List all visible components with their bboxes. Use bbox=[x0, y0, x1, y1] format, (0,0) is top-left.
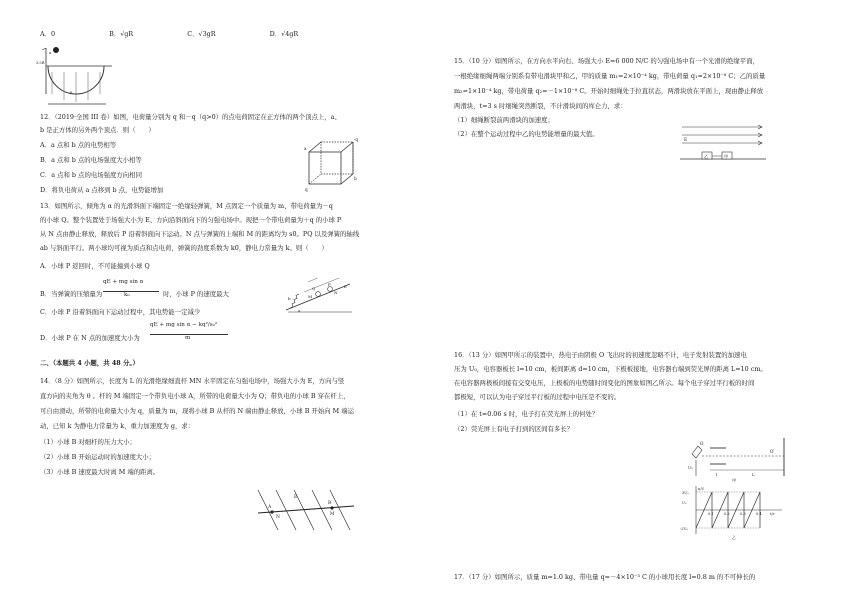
q13-option-b-denominator: k₀ bbox=[124, 292, 130, 298]
q15-stem-line4: 两滑块，t=3 s 时细绳突然断裂，不计滑块间的库仑力，求： bbox=[454, 102, 627, 110]
q13-option-b-prefix: B．当弹簧的压缩量为 bbox=[40, 290, 103, 298]
right-page bbox=[430, 0, 860, 608]
q12-label-minus-q: -q bbox=[354, 138, 359, 142]
q16-caption-jia: 甲 bbox=[732, 478, 737, 482]
q16-graph-t4: 0.4 bbox=[756, 512, 762, 516]
q14-stem-line2: 直方向的夹角为 θ 。杆的 M 端固定一个带负电小球 A，所带的电荷量大小为 Q；带负电的小球 B 穿在杆上， bbox=[40, 392, 350, 400]
q11-choice-b: B．√gR bbox=[109, 30, 134, 38]
q16-label-o-prime: O′ bbox=[770, 449, 775, 454]
q12-option-d: D．将负电荷从 a 点移到 b 点，电势能增加 bbox=[40, 186, 164, 194]
q16-voltage-graph bbox=[680, 484, 786, 540]
q12-label-b: b bbox=[354, 176, 357, 181]
section-2-heading: 二、（本题共 4 小题，共 48 分。） bbox=[40, 359, 139, 367]
q14-sub-1: （1）小球 B 对细杆的压力大小； bbox=[40, 438, 136, 446]
q13-option-a: A．小球 P 返回时，不可能撞到小球 Q bbox=[40, 262, 150, 270]
q16-graph-tick-u0: U₀ bbox=[682, 501, 687, 505]
q16-apparatus-figure bbox=[686, 436, 796, 482]
q13-option-c: C．小球 P 沿着斜面向下运动过程中，其电势能一定减少 bbox=[40, 308, 201, 316]
q16-caption-yi: 乙 bbox=[732, 535, 736, 540]
q16-graph-x-label: t/s bbox=[770, 512, 775, 516]
q17-stem-line1: 17．（17 分）如图所示，质量 m=1.0 kg、带电量 q=－4×10⁻³ C 的小球用长度 l=0.8 m 的不可伸长的 bbox=[454, 573, 756, 581]
q11-choice-a: A．0 bbox=[40, 30, 56, 38]
q14-label-e: E bbox=[294, 495, 298, 500]
q16-sub-2: （2）荧光屏上有电子打到的区间有多长？ bbox=[454, 425, 574, 433]
q11-label-e: E bbox=[70, 91, 73, 95]
q15-field-figure bbox=[678, 121, 768, 165]
q16-graph-y-label: u/V bbox=[698, 487, 705, 491]
q16-label-o: O bbox=[700, 441, 704, 446]
q11-choice-d: D．√4gR bbox=[269, 30, 299, 38]
q16-label-big-l: L bbox=[752, 472, 755, 477]
q13-option-b-suffix: 时，小球 P 的速度最大 bbox=[163, 290, 229, 298]
q13-label-e: E bbox=[344, 284, 347, 289]
q13-label-p: P bbox=[328, 282, 331, 287]
q13-option-b-fraction-bar bbox=[103, 291, 159, 292]
q12-stem-line1: 12．（2019·全国 III 卷）如图，电荷量分别为 q 和－q（q>0）的点电荷固定在正方体的两个顶点上，a、 bbox=[40, 113, 341, 121]
q14-stem-line4: 动，已知 k 为静电力常量为 k，重力加速度为 g，求： bbox=[40, 422, 195, 430]
q12-stem-line2: b 是正方体的另外两个顶点．则（ ） bbox=[40, 126, 155, 134]
q16-graph-t2: 0.2 bbox=[724, 512, 730, 516]
q11-choices bbox=[40, 29, 350, 40]
q15-stem-line1: 15．（10 分）如图所示，在方向水平向右、场强大小 E=6 000 N/C 的匀强电场中有一个光滑的绝缘平面， bbox=[454, 57, 759, 65]
q13-incline-figure bbox=[284, 278, 354, 314]
q13-option-b-numerator: qE + mg sin α bbox=[103, 279, 144, 285]
q14-label-b: B bbox=[328, 501, 332, 506]
q13-option-d-denominator: m bbox=[185, 335, 191, 341]
q13-label-n: N bbox=[334, 290, 338, 295]
q14-label-n: N bbox=[276, 515, 280, 520]
q13-stem-line2: 的小球 Q。整个装置处于场强大小为 E、方向沿斜面向下的匀强电场中。现把一个带电荷量为＋q 的小球 P bbox=[40, 216, 342, 224]
q14-label-a: A bbox=[268, 505, 272, 510]
q11-track-figure bbox=[36, 44, 116, 108]
q11-label-h: 3.5R bbox=[36, 61, 45, 65]
q16-label-u0: U₀ bbox=[688, 465, 693, 470]
q16-graph-tick-neg2u0: -2U₀ bbox=[680, 527, 688, 531]
q12-option-c: C．a 点和 b 点的电场强度方向相同 bbox=[40, 171, 142, 179]
q15-label-yi: 乙 bbox=[704, 154, 709, 159]
q15-sub-2: （2）在整个运动过程中乙的电势能增量的最大值。 bbox=[454, 130, 599, 138]
q13-option-d-prefix: D．小球 P 在 N 点的加速度大小为 bbox=[40, 334, 140, 342]
q14-stem-line1: 14．（8 分）如图所示，长度为 L 的光滑绝缘细直杆 MN 水平固定在匀强电场中，场强大小为 E，方向与竖 bbox=[40, 377, 345, 385]
q16-graph-tick-3u0: 3U₀ bbox=[682, 491, 689, 495]
q13-label-m: M bbox=[308, 294, 313, 299]
q16-graph-t3: 0.3 bbox=[740, 512, 746, 516]
q16-graph-t1: 0.1 bbox=[708, 512, 714, 516]
q16-label-l: l bbox=[716, 472, 718, 477]
q15-label-e: E bbox=[684, 138, 688, 143]
q13-stem-line4: ab 与斜面平行。两小球均可视为质点和点电荷，弹簧的劲度系数为 k0，静电力常量为 k。则（ ） bbox=[40, 244, 328, 252]
q14-label-m: M bbox=[330, 512, 335, 517]
q15-stem-line3: m₂=1×10⁻⁴ kg，带电荷量 q₂=－1×10⁻⁸ C。开始时细绳处于拉直状态，两滑块放在平面上，现由静止释放 bbox=[454, 87, 764, 95]
q16-stem-line2: 压为 U₀，电容器板长 l=10 cm，板间距离 d=10 cm，下极板接地，电容器右端到荧光屏的距离 L=10 cm。 bbox=[454, 365, 767, 373]
q16-stem-line3: 在电容器两极板间接有交变电压，上极板的电势随时间变化的图象如图乙所示。每个电子穿过平行板的时间 bbox=[454, 379, 755, 387]
q12-label-q: q bbox=[305, 187, 308, 192]
q13-label-a: a bbox=[298, 308, 301, 313]
q15-label-jia: 甲 bbox=[724, 154, 729, 159]
q13-option-d-numerator: qE + mg sin α − kq²/s₀² bbox=[150, 322, 218, 328]
q16-stem-line4: 都极短，可以认为电子穿过平行板的过程中电压是不变的。 bbox=[454, 393, 621, 401]
q14-sub-2: （2）小球 B 开始运动时的加速度大小； bbox=[40, 453, 156, 461]
q12-label-a: a bbox=[304, 146, 307, 151]
q13-label-b: b bbox=[288, 296, 291, 301]
q12-cube-figure bbox=[303, 138, 361, 194]
q12-option-a: A．a 点和 b 点的电势相等 bbox=[40, 141, 117, 149]
q14-field-figure bbox=[254, 486, 358, 534]
q13-stem-line3: 从 N 点由静止释放，释放后 P 沿着斜面向下运动。N 点与弹簧的上端和 M 的距离均为 s0。PQ 以及弹簧的轴线 bbox=[40, 230, 360, 238]
q16-stem-line1: 16．（13 分）如图甲所示的装置中，热电子由阴极 O 飞出时的初速度忽略不计，电子发射装置的加速电 bbox=[454, 351, 747, 359]
q15-sub-1: （1）细绳断裂前两滑块的加速度； bbox=[454, 116, 554, 124]
q11-label-a: a bbox=[49, 50, 52, 55]
q13-stem-line1: 13．如图所示，倾角为 α 的光滑斜面下端固定一绝缘轻弹簧，M 点固定一个质量为 m、带电荷量为－q bbox=[40, 202, 333, 210]
q13-label-q: Q bbox=[312, 286, 316, 291]
q16-sub-1: （1）在 t=0.06 s 时，电子打在荧光屏上的何处？ bbox=[454, 410, 599, 418]
q12-option-b: B．a 点和 b 点的电场强度大小相等 bbox=[40, 156, 142, 164]
q11-choice-c: C．√3gR bbox=[187, 30, 216, 38]
q15-stem-line2: 一根绝缘细绳两端分别系有带电滑块甲和乙，甲的质量 m₁=2×10⁻⁴ kg，带电荷量 q₁=2×10⁻⁸ C；乙的质量 bbox=[454, 72, 766, 80]
q14-sub-3: （3）小球 B 速度最大时离 M 端的距离。 bbox=[40, 468, 160, 476]
q14-stem-line3: 可自由滑动，所带的电荷量大小为 q，质量为 m，现将小球 B 从杆的 N 端由静止释放，小球 B 开始向 M 端运 bbox=[40, 407, 355, 415]
